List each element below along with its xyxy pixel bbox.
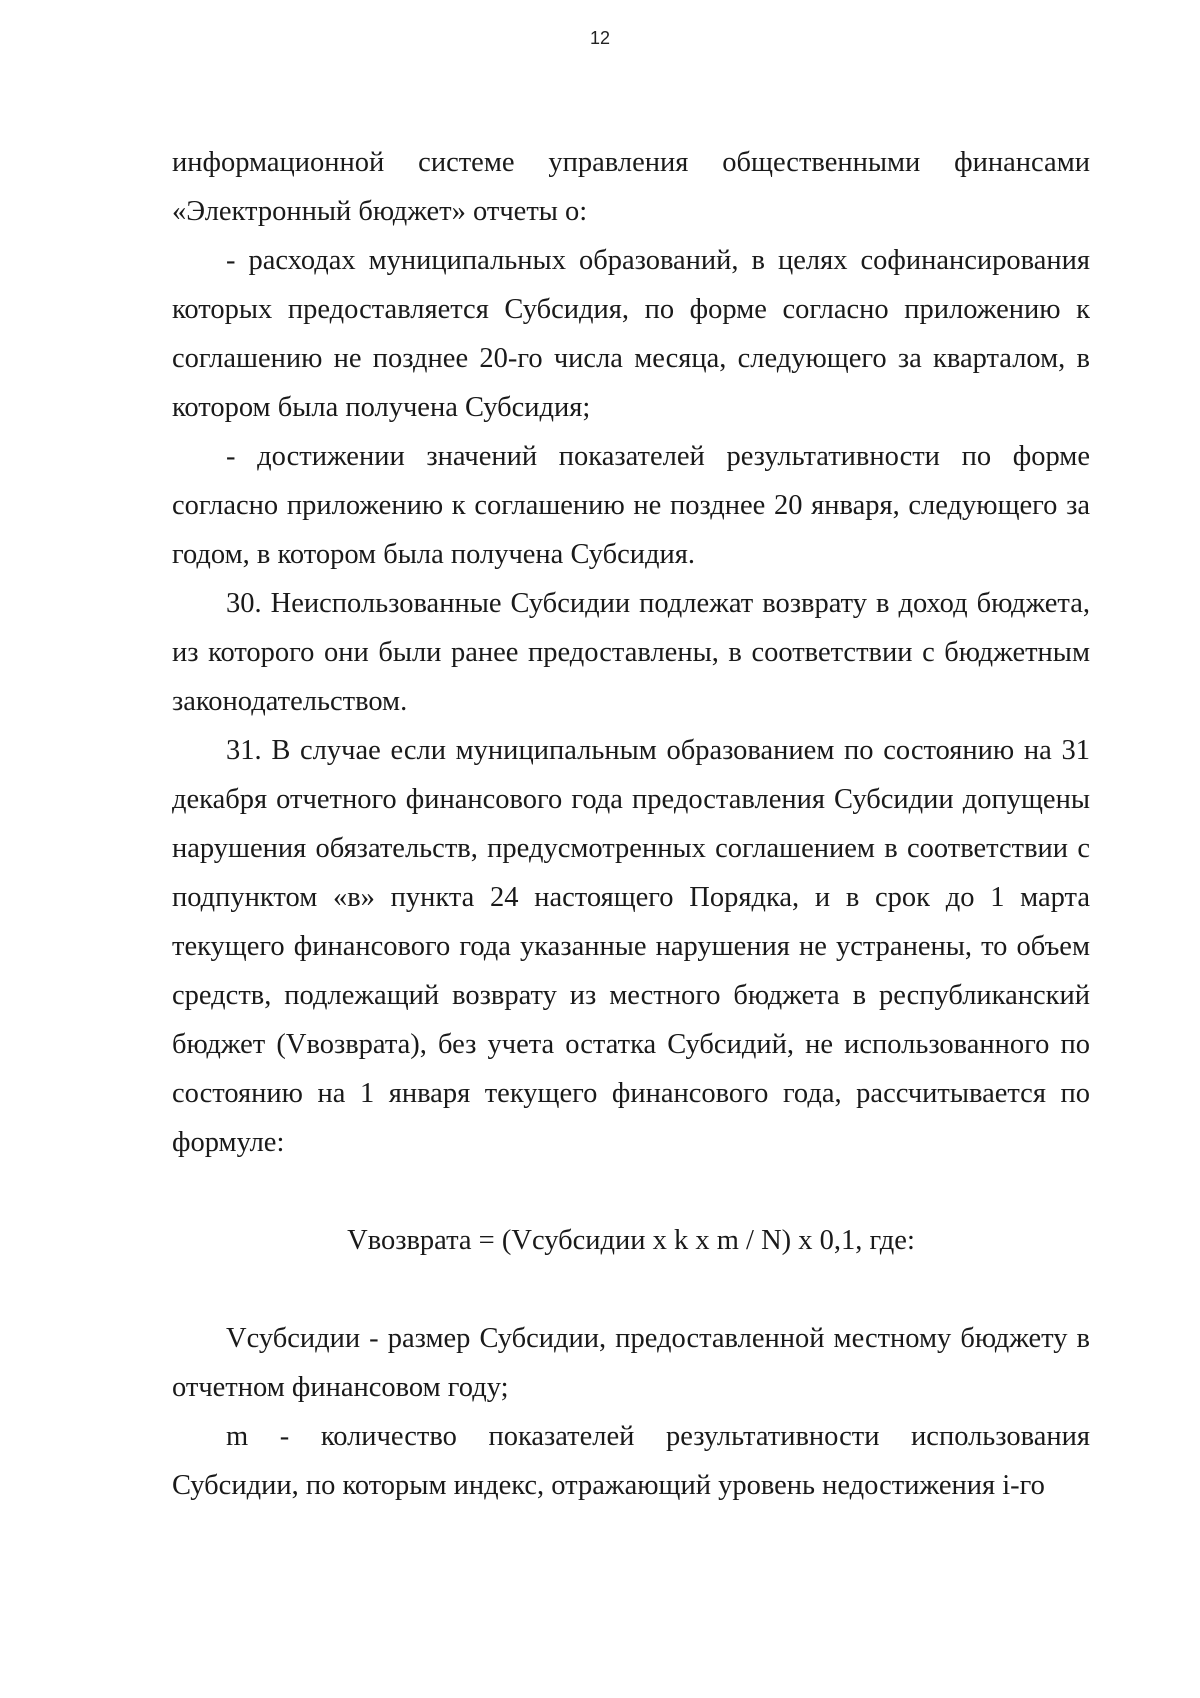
paragraph-item-30: 30. Неиспользованные Субсидии подлежат возврату в доход бюджета, из которого они были ранее предоставлены, в соответствии с бюджетным законодательством. <box>172 588 1090 717</box>
formula: Vвозврата = (Vсубсидии x k x m / N) x 0,1, где: <box>347 1225 915 1256</box>
document-body <box>172 138 1090 1510</box>
definition-vsubsidii: Vсубсидии - размер Субсидии, предоставленной местному бюджету в отчетном финансовом году; <box>172 1323 1090 1403</box>
page-number: 12 <box>589 28 611 48</box>
paragraph-indicators-report: - достижении значений показателей результативности по форме согласно приложению к соглашению не позднее 20 января, следующего за годом, в котором была получена Субсидия. <box>172 441 1090 570</box>
paragraph-continuation: информационной системе управления общественными финансами «Электронный бюджет» отчеты о: <box>172 147 1090 227</box>
paragraph-expenses-report: - расходах муниципальных образований, в целях софинансирования которых предоставляется Субсидия, по форме согласно приложению к соглашению не позднее 20-го числа месяца, следующего за кварталом, в котором была получена Субсидия; <box>172 245 1090 423</box>
paragraph-item-31: 31. В случае если муниципальным образованием по состоянию на 31 декабря отчетного финансового года предоставления Субсидии допущены нарушения обязательств, предусмотренных соглашением в соответствии с подпунктом «в» пункта 24 настоящего Порядка, и в срок до 1 марта текущего финансового года указанные нарушения не устранены, то объем средств, подлежащий возврату из местного бюджета в республиканский бюджет (Vвозврата), без учета остатка Субсидий, не использованного по состоянию на 1 января текущего финансового года, рассчитывается по формуле: <box>172 735 1090 1158</box>
definition-m: m - количество показателей результативности использования Субсидии, по которым индекс, отражающий уровень недостижения i-го <box>172 1421 1090 1501</box>
